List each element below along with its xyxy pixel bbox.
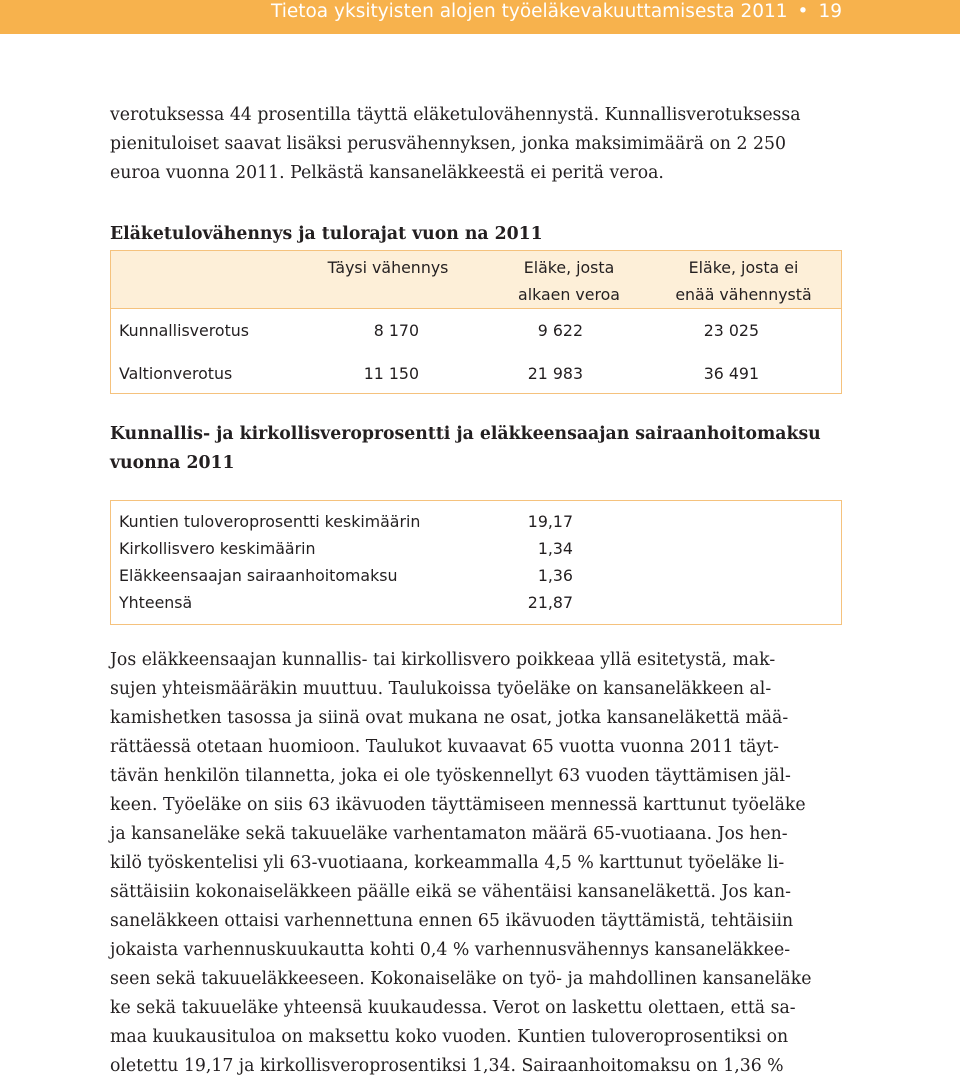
text-line: ke sekä takuueläke yhteensä kuukaudessa. Verot on laskettu olettaen, että sa- — [110, 998, 796, 1018]
header-title: Tietoa yksityisten alojen työeläkevakuuttamisesta 2011 — [270, 1, 788, 22]
row-label: Kirkollisvero keskimäärin — [119, 539, 316, 558]
cell-value: 23 025 — [703, 321, 759, 340]
text-line: saneläkkeen ottaisi varhennettuna ennen 65 ikävuoden täyttämistä, tehtäisiin — [110, 911, 794, 931]
text-line: kilö työskentelisi yli 63-vuotiaana, korkeammalla 4,5 % karttunut työeläke li- — [110, 853, 785, 873]
col-header-full-deduction — [323, 254, 453, 281]
col-header-taxable-from — [494, 254, 644, 308]
text-line: sättäisiin kokonaiseläkkeen päälle eikä se vähentäisi kansaneläkettä. Jos kan- — [110, 882, 791, 902]
text-line: keen. Työeläke on siis 63 ikävuoden täyttämiseen mennessä karttunut työeläke — [110, 795, 806, 815]
text-line: ja kansaneläke sekä takuueläke varhentamaton määrä 65-vuotiaana. Jos hen- — [110, 824, 788, 844]
col-header-no-deduction — [666, 254, 821, 308]
col-header-text: Täysi vähennys — [327, 258, 449, 277]
tax-rate-table — [110, 500, 842, 625]
title-line: Kunnallis- ja kirkollisveroprosentti ja eläkkeensaajan sairaanhoitomaksu — [110, 424, 821, 444]
table-row — [111, 508, 841, 535]
text-line: rättäessä otetaan huomioon. Taulukot kuvaavat 65 vuotta vuonna 2011 täyt- — [110, 737, 779, 757]
body-paragraph — [110, 646, 845, 1081]
table-header-row — [111, 251, 841, 309]
row-label-state: Valtionverotus — [119, 364, 233, 383]
pension-deduction-table — [110, 250, 842, 394]
text-line: oletettu 19,17 ja kirkollisveroprosentiksi 1,34. Sairaanhoitomaksu on 1,36 % — [110, 1056, 784, 1076]
cell-value: 8 170 — [373, 321, 419, 340]
text-line: euroa vuonna 2011. Pelkästä kansaneläkkeestä ei peritä veroa. — [110, 163, 664, 183]
intro-paragraph — [110, 101, 845, 188]
text-line: verotuksessa 44 prosentilla täyttä eläketulovähennystä. Kunnallisverotuksessa — [110, 105, 801, 125]
row-label: Kuntien tuloveroprosentti keskimäärin — [119, 512, 421, 531]
text-line: seen sekä takuueläkkeeseen. Kokonaiseläke on työ- ja mahdollinen kansaneläke — [110, 969, 812, 989]
row-label: Eläkkeensaajan sairaanhoitomaksu — [119, 566, 398, 585]
row-label-municipal: Kunnallisverotus — [119, 321, 250, 340]
table-row — [111, 535, 841, 562]
cell-value: 21 983 — [527, 364, 583, 383]
row-value: 1,36 — [537, 566, 573, 585]
running-header — [271, 0, 960, 34]
text-line: jokaista varhennuskuukautta kohti 0,4 % varhennusvähennys kansaneläkkee- — [110, 940, 791, 960]
table-row — [111, 562, 841, 589]
col-header-text: enää vähennystä — [675, 285, 812, 304]
cell-value: 11 150 — [363, 364, 419, 383]
text-line: pienituloiset saavat lisäksi perusvähennyksen, jonka maksimimäärä on 2 250 — [110, 134, 786, 154]
text-line: Jos eläkkeensaajan kunnallis- tai kirkollisvero poikkeaa yllä esitetystä, mak- — [110, 650, 776, 670]
text-line: tävän henkilön tilannetta, joka ei ole työskennellyt 63 vuoden täyttämisen jäl- — [110, 766, 791, 786]
bullet-separator: • — [797, 1, 809, 22]
text-line: kamishetken tasossa ja siinä ovat mukana ne osat, jotka kansaneläkettä mää- — [110, 708, 789, 728]
title-line: vuonna 2011 — [110, 453, 235, 473]
cell-value: 36 491 — [703, 364, 759, 383]
table2-title — [110, 420, 821, 478]
col-header-text: alkaen veroa — [518, 285, 620, 304]
col-header-text: Eläke, josta — [523, 258, 615, 277]
row-value: 21,87 — [527, 593, 573, 612]
row-value: 19,17 — [527, 512, 573, 531]
table-row — [111, 589, 841, 616]
row-value: 1,34 — [537, 539, 573, 558]
cell-value: 9 622 — [537, 321, 583, 340]
col-header-text: Eläke, josta ei — [688, 258, 799, 277]
table1-title: Eläketulovähennys ja tulorajat vuon na 2011 — [110, 224, 543, 244]
text-line: maa kuukausituloa on maksettu koko vuoden. Kuntien tuloveroprosentiksi on — [110, 1027, 789, 1047]
text-line: sujen yhteismääräkin muuttuu. Taulukoissa työeläke on kansaneläkkeen al- — [110, 679, 772, 699]
row-label: Yhteensä — [119, 593, 193, 612]
page-number: 19 — [818, 1, 842, 22]
